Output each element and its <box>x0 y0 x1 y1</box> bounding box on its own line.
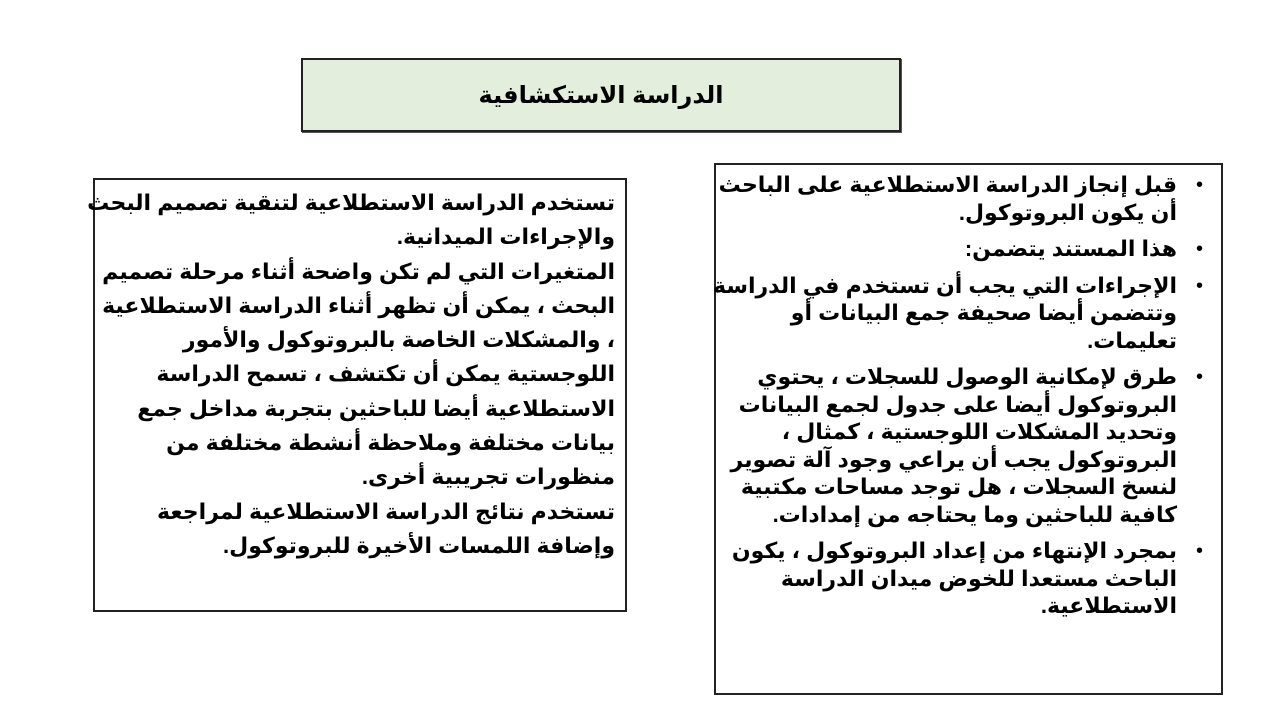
bullet-icon: • <box>1195 540 1203 562</box>
bullet-line: الاستطلاعية. <box>1040 593 1177 618</box>
paragraph-line: بيانات مختلفة وملاحظة أنشطة مختلفة من <box>166 430 615 456</box>
bullet-line: أن يكون البروتوكول. <box>958 199 1177 225</box>
bullet-line: طرق لإمكانية الوصول للسجلات ، يحتوي <box>757 364 1177 389</box>
slide-title: الدراسة الاستكشافية <box>478 81 724 109</box>
bullet-line: لنسخ السجلات ، هل توجد مساحات مكتبية <box>740 474 1177 499</box>
paragraph-line: تستخدم الدراسة الاستطلاعية لتنقية تصميم البحث <box>87 190 615 215</box>
bullet-icon: • <box>1195 366 1203 388</box>
bullet-line: وتتضمن أيضا صحيفة جمع البيانات أو <box>790 300 1177 325</box>
bullet-line: بمجرد الإنتهاء من إعداد البروتوكول ، يكون <box>731 538 1177 563</box>
left-text-box <box>87 178 627 612</box>
bullet-line: الإجراءات التي يجب أن تستخدم في الدراسة <box>712 272 1177 298</box>
bullet-icon: • <box>1195 174 1203 196</box>
right-bullet-box <box>714 163 1223 695</box>
bullet-item <box>724 235 1207 263</box>
bullet-line: البروتوكول يجب أن يراعي وجود آلة تصوير <box>730 446 1177 472</box>
bullet-icon: • <box>1195 238 1203 260</box>
paragraph-line: اللوجستية يمكن أن تكتشف ، تسمح الدراسة <box>156 361 615 387</box>
bullet-line: قبل إنجاز الدراسة الاستطلاعية على الباحث <box>718 172 1177 197</box>
bullet-item <box>718 171 1207 226</box>
bullet-item <box>724 537 1207 620</box>
bullet-line: وتحديد المشكلات اللوجستية ، كمثال ، <box>781 419 1177 444</box>
paragraph-line: تستخدم نتائج الدراسة الاستطلاعية لمراجعة <box>157 498 615 524</box>
bullet-line: كافية للباحثين وما يحتاجه من إمدادات. <box>772 501 1177 527</box>
paragraph-line: المتغيرات التي لم تكن واضحة أثناء مرحلة تصميم <box>102 258 615 284</box>
bullet-item <box>712 272 1207 355</box>
bullet-item <box>724 363 1207 528</box>
bullet-line: الباحث مستعدا للخوض ميدان الدراسة <box>780 565 1177 591</box>
bullet-line: البروتوكول أيضا على جدول لجمع البيانات <box>738 391 1177 417</box>
paragraph-line: والإجراءات الميدانية. <box>396 224 615 250</box>
paragraph-line: الاستطلاعية أيضا للباحثين بتجربة مداخل جمع <box>137 395 615 421</box>
bullet-line: هذا المستند يتضمن: <box>964 236 1177 261</box>
paragraph-line: منظورات تجريبية أخرى. <box>361 464 615 490</box>
paragraph-line: وإضافة اللمسات الأخيرة للبروتوكول. <box>223 532 615 558</box>
bullet-line: تعليمات. <box>1087 327 1177 353</box>
paragraph-line: ، والمشكلات الخاصة بالبروتوكول والأمور <box>182 327 615 353</box>
paragraph-line: البحث ، يمكن أن تظهر أثناء الدراسة الاستطلاعية <box>102 292 615 318</box>
title-box <box>301 58 901 132</box>
bullet-icon: • <box>1195 274 1203 297</box>
